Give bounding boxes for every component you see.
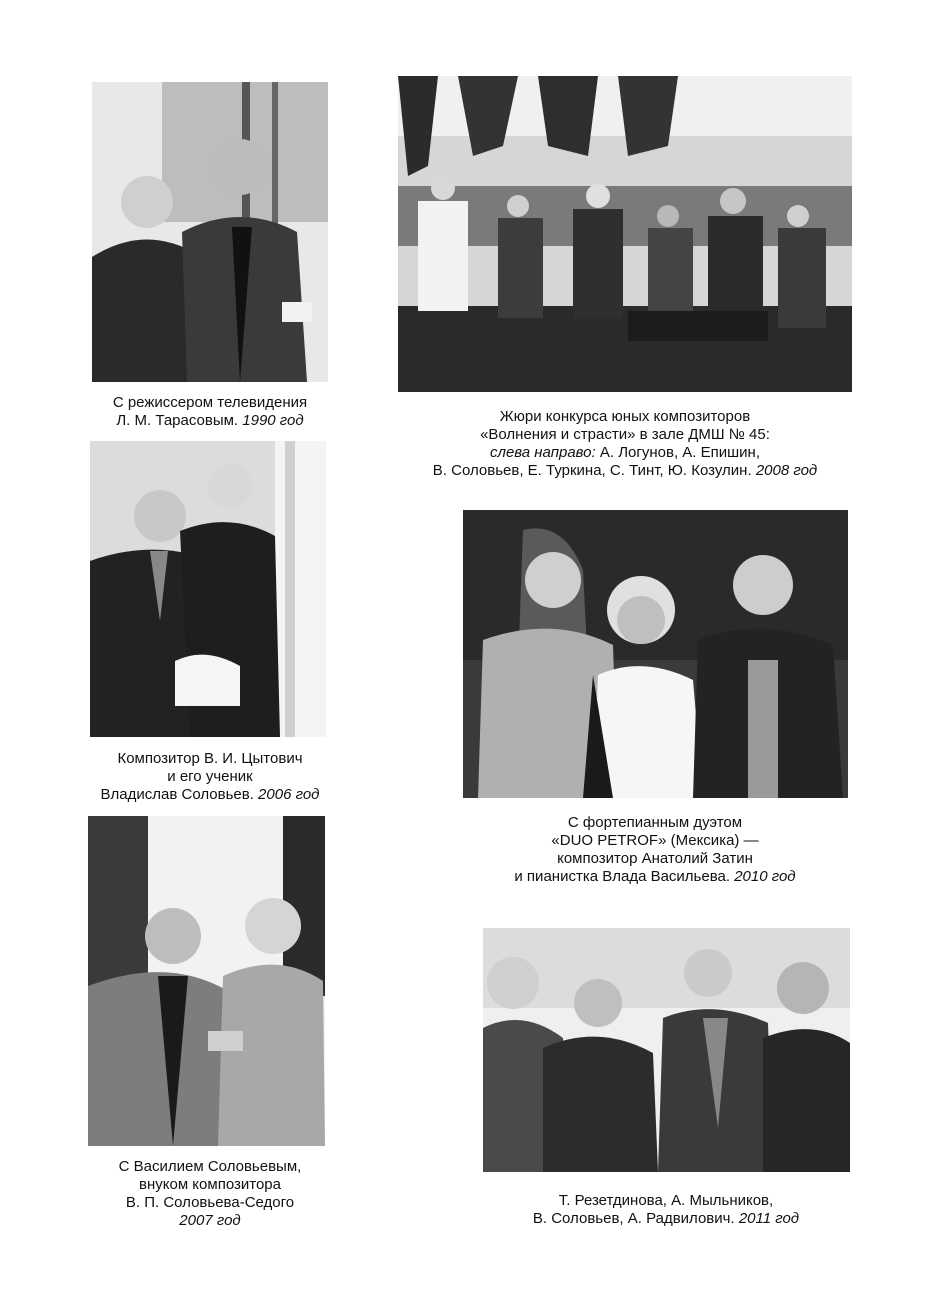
- caption-line-text: Композитор В. И. Цытович: [117, 750, 303, 767]
- caption-line: [60, 1158, 360, 1176]
- photo-vasily-image: [88, 816, 325, 1146]
- caption-line: [440, 868, 870, 886]
- caption-line: [60, 1176, 360, 1194]
- caption-line-year: 2006 год: [258, 786, 320, 803]
- caption-line: [398, 408, 852, 426]
- caption-line-text: композитор Анатолий Затин: [557, 850, 753, 867]
- caption-line-year: 2007 год: [179, 1212, 241, 1229]
- photo-rezetdinova: [483, 928, 850, 1172]
- caption-line-text: С Василием Соловьевым,: [118, 1158, 302, 1175]
- caption-line-text: Владислав Соловьев.: [100, 786, 259, 803]
- caption-line-italic-prefix: слева направо:: [489, 444, 596, 461]
- caption-line-year: 2011 год: [738, 1210, 800, 1227]
- photo-jury: [398, 76, 852, 392]
- caption-line: [398, 462, 852, 480]
- caption-line: [70, 786, 350, 804]
- caption-jury: [398, 408, 852, 480]
- caption-line-text: С режиссером телевидения: [112, 394, 308, 411]
- caption-line-text: «Волнения и страсти» в зале ДМШ № 45:: [480, 426, 770, 443]
- photo-vasily: [88, 816, 325, 1146]
- caption-line: [470, 1210, 862, 1228]
- caption-vasily: [60, 1158, 360, 1230]
- caption-line: [398, 444, 852, 462]
- caption-line: [440, 832, 870, 850]
- caption-line-text: Т. Резетдинова, А. Мыльников,: [558, 1192, 774, 1209]
- caption-line-text: внуком композитора: [139, 1176, 281, 1193]
- caption-line: [60, 1212, 360, 1230]
- caption-tarasov: [70, 394, 350, 430]
- caption-line-text: и его ученик: [167, 768, 253, 785]
- caption-line-text: В. Соловьев, Е. Туркина, С. Тинт, Ю. Козулин.: [432, 462, 756, 479]
- caption-line-text: С фортепианным дуэтом: [567, 814, 743, 831]
- caption-line-text: А. Логунов, А. Епишин,: [595, 444, 760, 461]
- caption-line: [440, 814, 870, 832]
- caption-line-year: 2008 год: [755, 462, 818, 479]
- caption-line: [60, 1194, 360, 1212]
- caption-line: [470, 1192, 862, 1210]
- caption-duo-petrof: [440, 814, 870, 886]
- photo-rezetdinova-image: [483, 928, 850, 1172]
- photo-duo-petrof-image: [463, 510, 848, 798]
- caption-line-text: Л. М. Тарасовым.: [116, 412, 243, 429]
- caption-line: [440, 850, 870, 868]
- caption-line-text: В. П. Соловьева-Седого: [125, 1194, 295, 1211]
- photo-duo-petrof: [463, 510, 848, 798]
- photo-jury-image: [398, 76, 852, 392]
- caption-line-text: и пианистка Влада Васильева.: [514, 868, 735, 885]
- caption-line-text: Жюри конкурса юных композиторов: [499, 408, 751, 425]
- caption-line: [70, 768, 350, 786]
- caption-rezetdinova: [470, 1192, 862, 1228]
- photo-tsytovich: [90, 441, 326, 737]
- caption-line-text: В. Соловьев, А. Радвилович.: [532, 1210, 739, 1227]
- caption-line: [70, 750, 350, 768]
- caption-line: [70, 394, 350, 412]
- caption-line: [70, 412, 350, 430]
- photo-tsytovich-image: [90, 441, 326, 737]
- photo-tarasov-image: [92, 82, 328, 382]
- caption-line-year: 2010 год: [734, 868, 796, 885]
- caption-line-text: «DUO PETROF» (Мексика) —: [551, 832, 759, 849]
- caption-tsytovich: [70, 750, 350, 804]
- caption-line: [398, 426, 852, 444]
- photo-tarasov: [92, 82, 328, 382]
- caption-line-year: 1990 год: [242, 412, 304, 429]
